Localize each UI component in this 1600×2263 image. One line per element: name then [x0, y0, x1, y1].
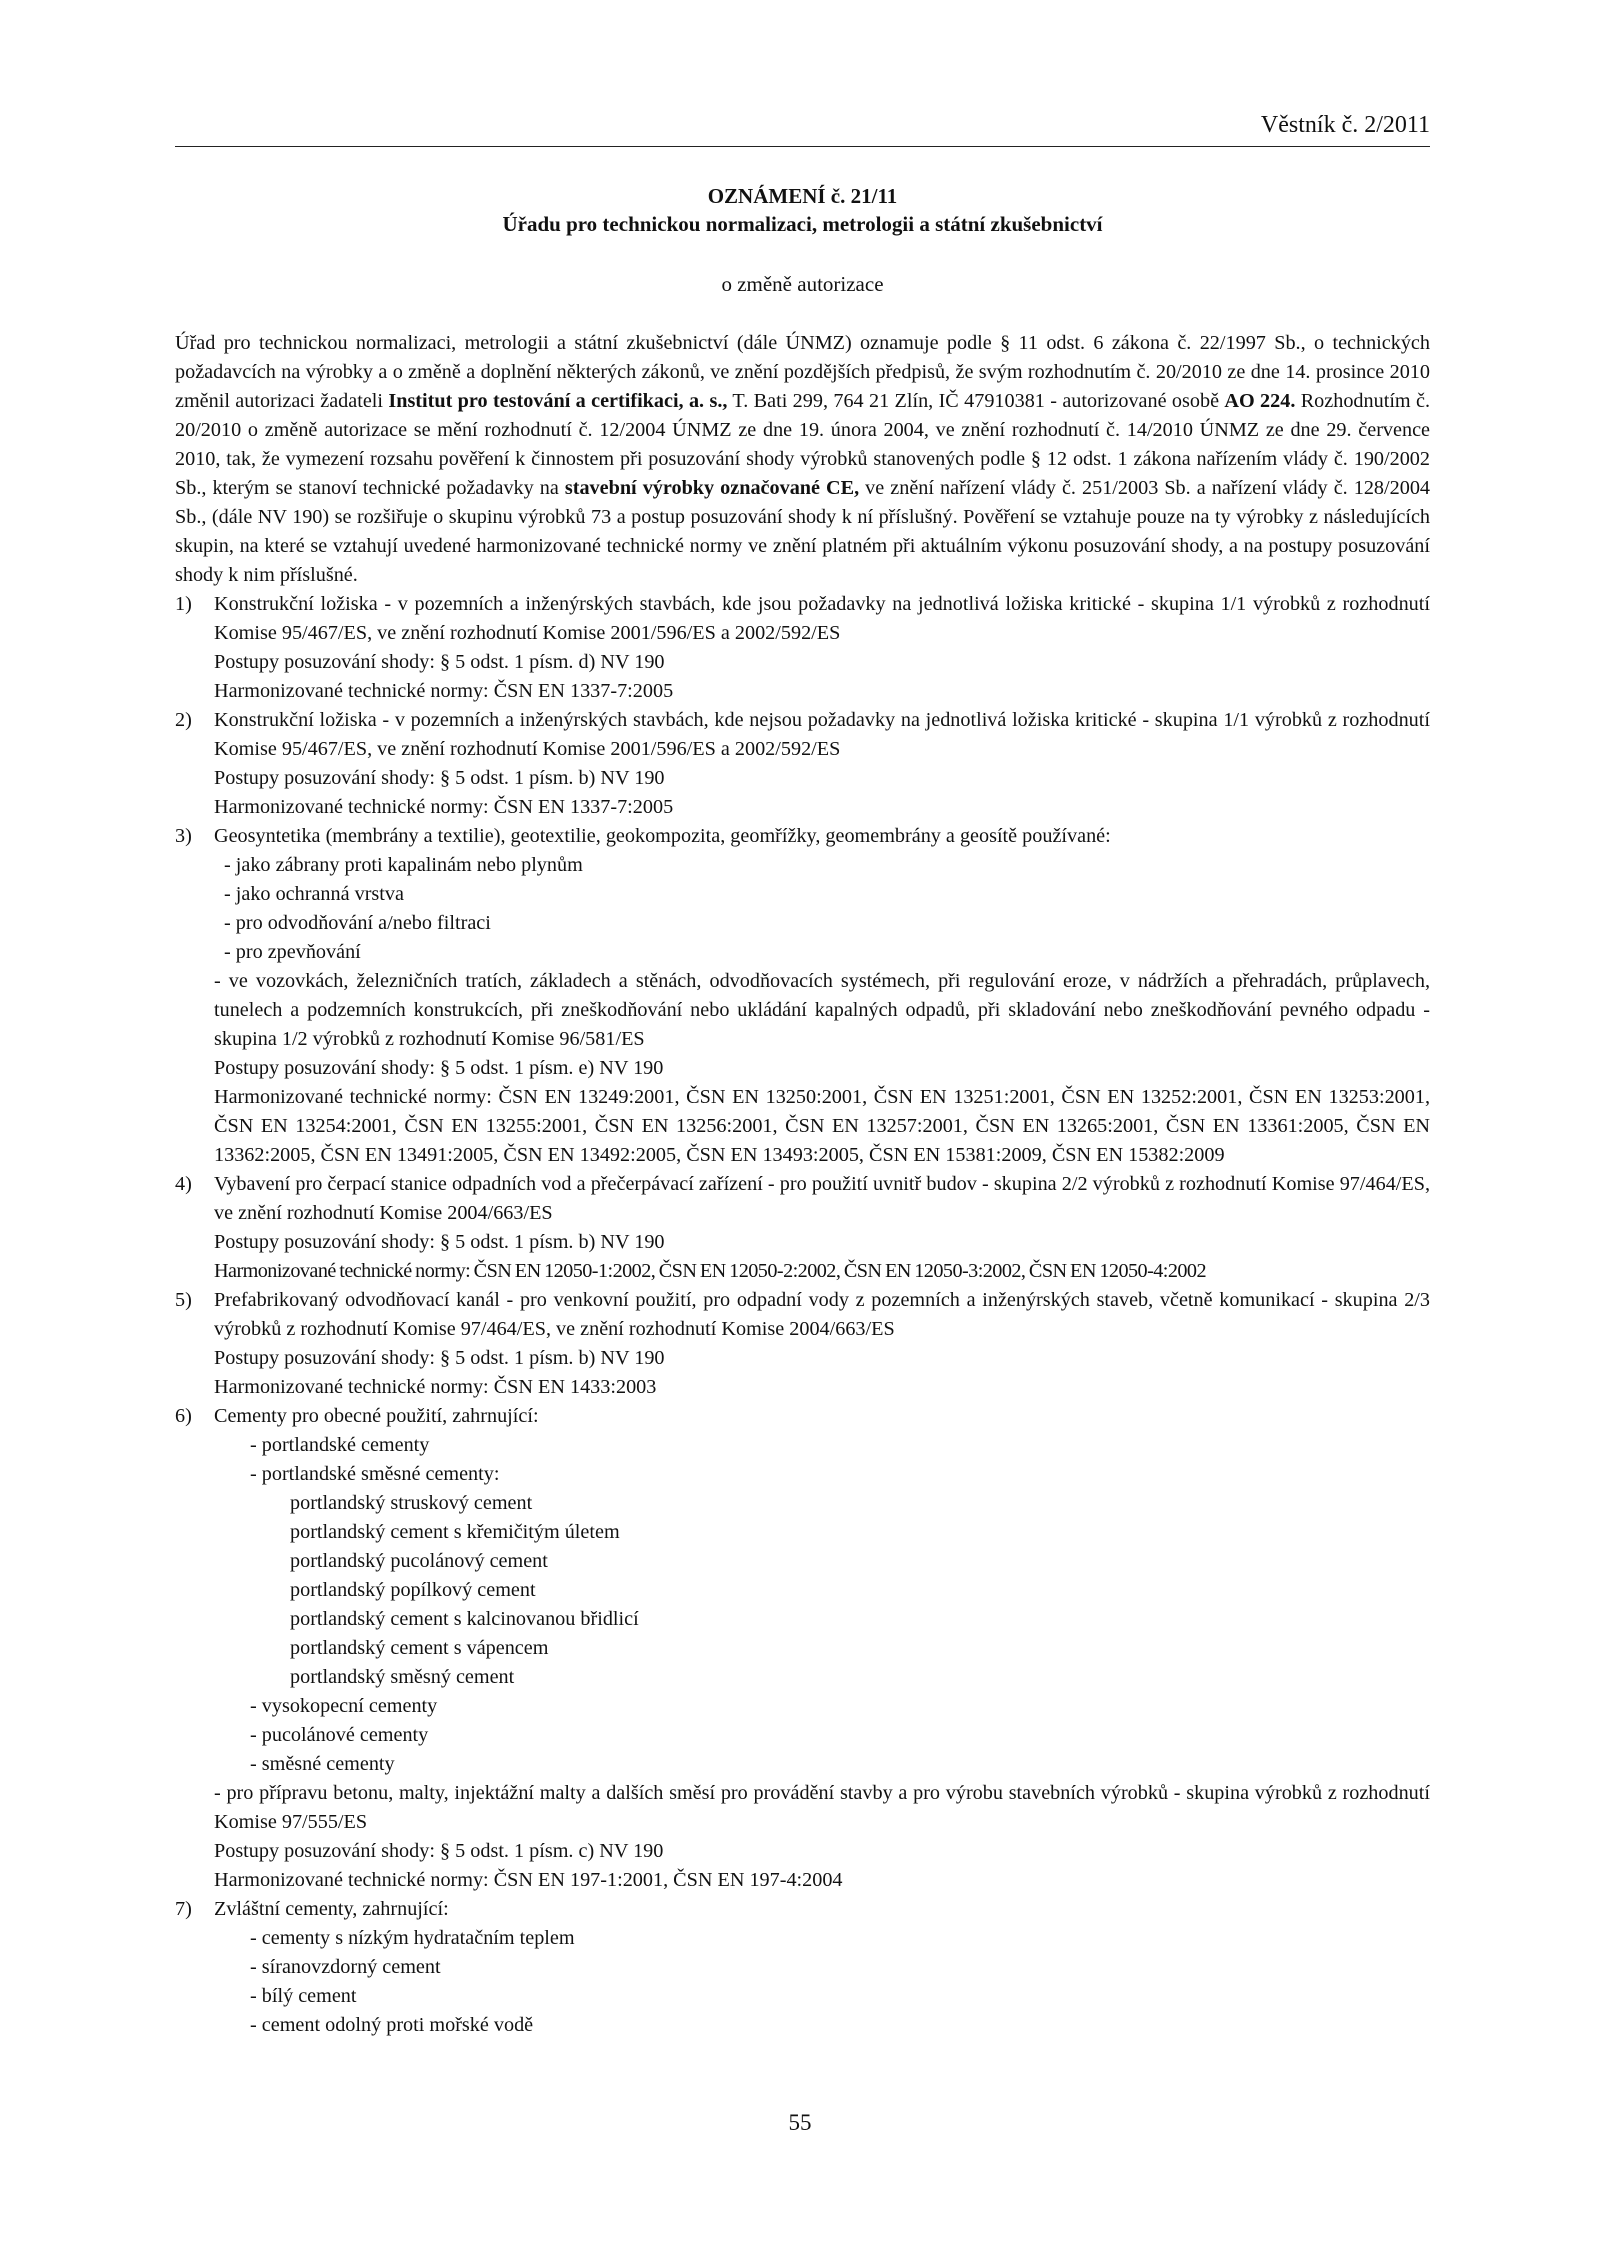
- item-body: [214, 590, 1430, 706]
- item-description: Vybavení pro čerpací stanice odpadních vod a přečerpávací zařízení - pro použití uvnitř budov - skupina 2/2 výrobků z rozhodnutí Komise 97/464/ES, ve znění rozhodnutí Komise 2004/663/ES: [214, 1173, 1430, 1224]
- list-item: [175, 1170, 1430, 1286]
- item-description: Konstrukční ložiska - v pozemních a inženýrských stavbách, kde jsou požadavky na jednotlivá ložiska kritické - skupina 1/1 výrobků z rozhodnutí Komise 95/467/ES, ve znění rozhodnutí Komise 2001/596/ES a 2002/592/ES: [214, 593, 1430, 644]
- item-procedures: Postupy posuzování shody: § 5 odst. 1 písm. c) NV 190: [214, 1840, 664, 1862]
- intro-paragraph: [175, 329, 1430, 590]
- intro-text: ve znění nařízení vlády č. 251/2003 Sb. a nařízení vlády č. 128/2004 Sb., (dále NV 190) se rozšiřuje o skupinu výrobků 73 a postup posuzování shody k ní příslušný. Pověření se vztahuje pouze na ty výrobky z následujících skupin, na které se vztahují uvedené harmonizované technické normy ve znění platném při aktuálním výkonu posuzování shody, a na postupy posuzování shody k nim příslušné.: [175, 477, 1431, 586]
- item-body: [214, 1895, 1430, 2040]
- item-body: [214, 706, 1430, 822]
- document-title: OZNÁMENÍ č. 21/11: [707, 184, 898, 208]
- item-number: 3): [175, 825, 192, 847]
- list-item: [175, 1895, 1430, 2040]
- item-body: [214, 822, 1430, 1170]
- document-subtitle: o změně autorizace: [721, 272, 884, 296]
- item-usage: - ve vozovkách, železničních tratích, základech a stěnách, odvodňovacích systémech, při regulování eroze, v nádržích a přehradách, průplavech, tunelech a podzemních konstrukcích, při zneškodňování nebo ukládání kapalných odpadů, při skladování nebo zneškodňování pevného odpadu - skupina 1/2 výrobků z rozhodnutí Komise 96/581/ES: [214, 970, 1430, 1050]
- item-description: Prefabrikovaný odvodňovací kanál - pro venkovní použití, pro odpadní vody z pozemních a inženýrských staveb, včetně komunikací - skupina 2/3 výrobků z rozhodnutí Komise 97/464/ES, ve znění rozhodnutí Komise 2004/663/ES: [214, 1289, 1430, 1340]
- sub-item: - pro zpevňování: [224, 941, 361, 963]
- item-number: 1): [175, 593, 192, 615]
- intro-text: Rozhodnutím č. 20/2010 o změně autorizace se mění rozhodnutí č. 12/2004 ÚNMZ ze dne 19. února 2004, ve znění rozhodnutí č. 14/2010 ÚNMZ ze dne 29. července 2010, tak, že vymezení rozsahu pověření k činnostem při posuzování shody výrobků stanovených podle § 12 odst. 1 zákona nařízením vlády č. 190/2002 Sb., kterým se stanoví technické požadavky na: [175, 390, 1430, 499]
- list-item: [175, 1402, 1430, 1895]
- sub-item: - jako ochranná vrstva: [224, 883, 404, 905]
- sub-item: - cementy s nízkým hydratačním teplem: [250, 1927, 575, 1949]
- document-body: [175, 329, 1430, 2040]
- sub-item: - cement odolný proti mořské vodě: [250, 2014, 534, 2036]
- item-procedures: Postupy posuzování shody: § 5 odst. 1 písm. d) NV 190: [214, 651, 665, 673]
- item-body: [214, 1402, 1430, 1895]
- sub-item: - síranovzdorný cement: [250, 1956, 441, 1978]
- list-item: [175, 590, 1430, 706]
- intro-bold: Institut pro testování a certifikaci, a. s.,: [388, 390, 728, 412]
- sub-sub-item: portlandský cement s kalcinovanou břidlicí: [290, 1608, 639, 1630]
- sub-item: - vysokopecní cementy: [250, 1695, 438, 1717]
- intro-bold: stavební výrobky označované CE,: [564, 477, 860, 499]
- item-number: 6): [175, 1405, 192, 1427]
- item-procedures: Postupy posuzování shody: § 5 odst. 1 písm. b) NV 190: [214, 1231, 665, 1253]
- sub-sub-item: portlandský popílkový cement: [290, 1579, 536, 1601]
- sub-item: - směsné cementy: [250, 1753, 395, 1775]
- document-issuer: Úřadu pro technickou normalizaci, metrologii a státní zkušebnictví: [502, 212, 1103, 236]
- item-description: Geosyntetika (membrány a textilie), geotextilie, geokompozita, geomřížky, geomembrány a geosítě používané:: [214, 825, 1111, 847]
- intro-text: T. Bati 299, 764 21 Zlín, IČ 47910381 - autorizované osobě: [727, 390, 1225, 412]
- sub-item: - pro odvodňování a/nebo filtraci: [224, 912, 491, 934]
- sub-sub-item: portlandský směsný cement: [290, 1666, 515, 1688]
- item-standards: Harmonizované technické normy: ČSN EN 12050-1:2002, ČSN EN 12050-2:2002, ČSN EN 12050-3:2002, ČSN EN 12050-4:2002: [214, 1260, 1207, 1282]
- header-rule: [175, 146, 1430, 147]
- item-standards: Harmonizované technické normy: ČSN EN 197-1:2001, ČSN EN 197-4:2004: [214, 1869, 843, 1891]
- item-procedures: Postupy posuzování shody: § 5 odst. 1 písm. e) NV 190: [214, 1057, 664, 1079]
- sub-sub-item: portlandský cement s vápencem: [290, 1637, 549, 1659]
- item-procedures: Postupy posuzování shody: § 5 odst. 1 písm. b) NV 190: [214, 767, 665, 789]
- list-item: [175, 822, 1430, 1170]
- page-number: 55: [788, 2110, 812, 2135]
- item-standards: Harmonizované technické normy: ČSN EN 1337-7:2005: [214, 796, 674, 818]
- item-number: 4): [175, 1173, 192, 1195]
- item-standards: Harmonizované technické normy: ČSN EN 13249:2001, ČSN EN 13250:2001, ČSN EN 13251:2001, ČSN EN 13252:2001, ČSN EN 13253:2001, ČSN EN 13254:2001, ČSN EN 13255:2001, ČSN EN 13256:2001, ČSN EN 13257:2001, ČSN EN 13265:2001, ČSN EN 13361:2005, ČSN EN 13362:2005, ČSN EN 13491:2005, ČSN EN 13492:2005, ČSN EN 13493:2005, ČSN EN 15381:2009, ČSN EN 15382:2009: [214, 1086, 1430, 1166]
- header-label: Věstník č. 2/2011: [1260, 112, 1430, 138]
- item-procedures: Postupy posuzování shody: § 5 odst. 1 písm. b) NV 190: [214, 1347, 665, 1369]
- item-body: [214, 1286, 1430, 1402]
- sub-item: - bílý cement: [250, 1985, 357, 2007]
- intro-text: Úřad pro technickou normalizaci, metrologii a státní zkušebnictví (dále ÚNMZ) oznamuje podle § 11 odst. 6 zákona č. 22/1997 Sb., o technických požadavcích na výrobky a o změně a doplnění některých zákonů, ve znění pozdějších předpisů, že svým rozhodnutím č. 20/2010 ze dne 14. prosince 2010 změnil autorizaci žadateli: [175, 332, 1430, 412]
- sub-sub-item: portlandský struskový cement: [290, 1492, 533, 1514]
- item-number: 2): [175, 709, 192, 731]
- item-body: [214, 1170, 1430, 1286]
- item-description: Cementy pro obecné použití, zahrnující:: [214, 1405, 539, 1427]
- sub-item: - jako zábrany proti kapalinám nebo plynům: [224, 854, 583, 876]
- list-item: [175, 706, 1430, 822]
- sub-sub-item: portlandský pucolánový cement: [290, 1550, 548, 1572]
- item-standards: Harmonizované technické normy: ČSN EN 1337-7:2005: [214, 680, 674, 702]
- item-standards: Harmonizované technické normy: ČSN EN 1433:2003: [214, 1376, 657, 1398]
- sub-item: - portlandské cementy: [250, 1434, 430, 1456]
- item-usage: - pro přípravu betonu, malty, injektážní malty a dalších směsí pro provádění stavby a pro výrobu stavebních výrobků - skupina výrobků z rozhodnutí Komise 97/555/ES: [214, 1782, 1430, 1833]
- sub-item: - portlandské směsné cementy:: [250, 1463, 500, 1485]
- item-description: Zvláštní cementy, zahrnující:: [214, 1898, 449, 1920]
- item-description: Konstrukční ložiska - v pozemních a inženýrských stavbách, kde nejsou požadavky na jednotlivá ložiska kritické - skupina 1/1 výrobků z rozhodnutí Komise 95/467/ES, ve znění rozhodnutí Komise 2001/596/ES a 2002/592/ES: [214, 709, 1430, 760]
- sub-item: - pucolánové cementy: [250, 1724, 429, 1746]
- intro-bold: AO 224.: [1224, 390, 1296, 412]
- item-number: 7): [175, 1898, 192, 1920]
- list-item: [175, 1286, 1430, 1402]
- item-number: 5): [175, 1289, 192, 1311]
- sub-sub-item: portlandský cement s křemičitým úletem: [290, 1521, 620, 1543]
